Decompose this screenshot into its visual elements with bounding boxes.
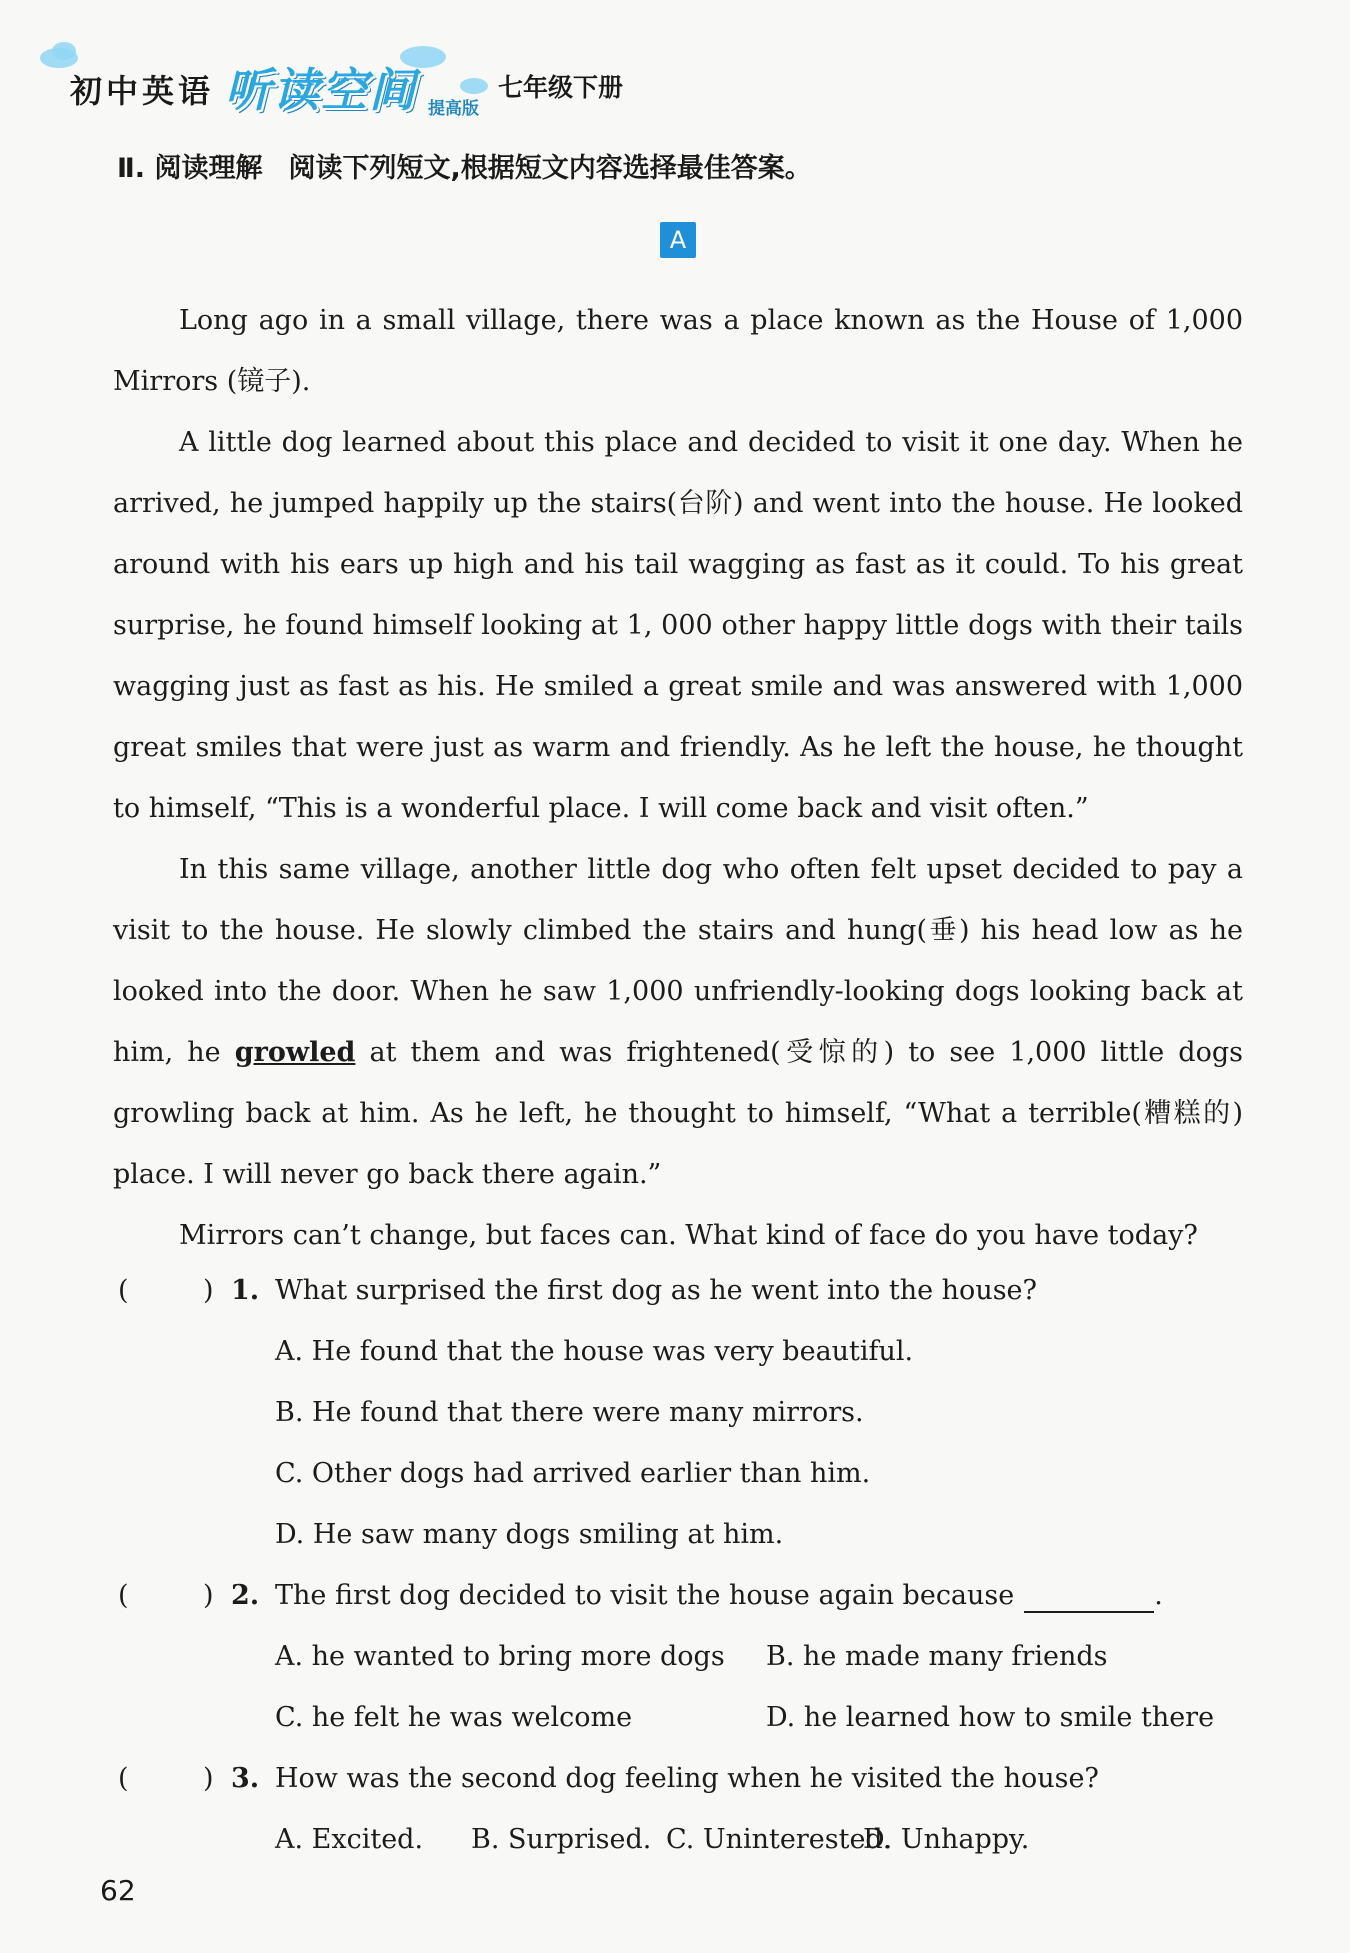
- section-number: Ⅱ.: [117, 153, 146, 184]
- passage-text: In this same village, another little dog who often felt upset decided to pay a visit to the house. He slowly climbed the stairs and hung(垂) his head low as he looked into the door. When he saw 1,000 unfriendly-looking dogs looking back at him, he: [113, 854, 1243, 1068]
- brand-logo-text: 听读空间: [225, 63, 417, 117]
- paren-open: (: [118, 1763, 129, 1794]
- question-number: 2.: [231, 1580, 260, 1611]
- answer-option: B. he made many friends: [766, 1641, 1108, 1672]
- section-title: 阅读理解: [154, 153, 263, 184]
- highlighted-word: growled: [234, 1037, 356, 1068]
- paren-close: ): [203, 1275, 214, 1306]
- question-item: [113, 1565, 1243, 1748]
- answer-option: C. Other dogs had arrived earlier than him.: [275, 1458, 871, 1489]
- paren-close: ): [203, 1580, 214, 1611]
- question-text-wrap: [275, 1565, 1163, 1626]
- answer-option: A. Excited.: [275, 1824, 424, 1855]
- paren-open: (: [118, 1275, 129, 1306]
- passage-paragraph: Long ago in a small village, there was a place known as the House of 1,000 Mirrors (镜子).: [113, 305, 1243, 397]
- question-item: [113, 1748, 1243, 1870]
- question-list: [113, 1260, 1243, 1870]
- question-end-punct: .: [1154, 1580, 1163, 1611]
- answer-option: D. Unhappy.: [863, 1824, 1030, 1855]
- section-instruction: 阅读下列短文,根据短文内容选择最佳答案。: [288, 153, 812, 184]
- question-item: [113, 1260, 1243, 1565]
- question-text: What surprised the first dog as he went into the house?: [275, 1275, 1038, 1306]
- grade-label: 七年级下册: [498, 73, 624, 102]
- answer-option: C. he felt he was welcome: [275, 1702, 633, 1733]
- passage-paragraph: [113, 839, 1243, 1205]
- fill-in-blank: [1024, 1581, 1154, 1613]
- edition-label: 提高版: [428, 99, 479, 119]
- answer-option: D. he learned how to smile there: [766, 1702, 1215, 1733]
- paren-close: ): [203, 1763, 214, 1794]
- answer-option: C. Uninterested.: [666, 1824, 892, 1855]
- question-text: The first dog decided to visit the house again because: [275, 1580, 1015, 1611]
- cloud-decoration-icon: [460, 78, 488, 94]
- passage-paragraph: A little dog learned about this place and decided to visit it one day. When he arrived, he jumped happily up the stairs(台阶) and went into the house. He looked around with his ears up high and his tail wagging as fast as it could. To his great surprise, he found himself looking at 1, 000 other happy little dogs with their tails wagging just as fast as his. He smiled a great smile and was answered with 1,000 great smiles that were just as warm and friendly. As he left the house, he thought to himself, “This is a wonderful place. I will come back and visit often.”: [113, 427, 1243, 824]
- answer-option: A. He found that the house was very beautiful.: [275, 1336, 914, 1367]
- book-header: [40, 48, 740, 128]
- question-number: 1.: [231, 1275, 260, 1306]
- series-name: 初中英语: [70, 72, 215, 110]
- answer-option: A. he wanted to bring more dogs: [275, 1641, 725, 1672]
- answer-option: B. Surprised.: [471, 1824, 652, 1855]
- passage-text: at them and was frightened(受惊的) to see 1,000 little dogs growling back at him. As he left, he thought to himself, “What a terrible(糟糕的) place. I will never go back there again.”: [113, 1037, 1243, 1190]
- paren-open: (: [118, 1580, 129, 1611]
- question-number: 3.: [231, 1763, 260, 1794]
- answer-option: D. He saw many dogs smiling at him.: [275, 1519, 784, 1550]
- reading-passage: [113, 290, 1243, 1266]
- passage-paragraph: Mirrors can’t change, but faces can. What kind of face do you have today?: [179, 1220, 1198, 1251]
- question-text: How was the second dog feeling when he visited the house?: [275, 1763, 1099, 1794]
- page-number: 62: [100, 1874, 136, 1907]
- cloud-decoration-icon: [52, 42, 76, 60]
- section-heading: [117, 146, 812, 185]
- answer-option: B. He found that there were many mirrors.: [275, 1397, 864, 1428]
- passage-label-badge: A: [660, 222, 696, 258]
